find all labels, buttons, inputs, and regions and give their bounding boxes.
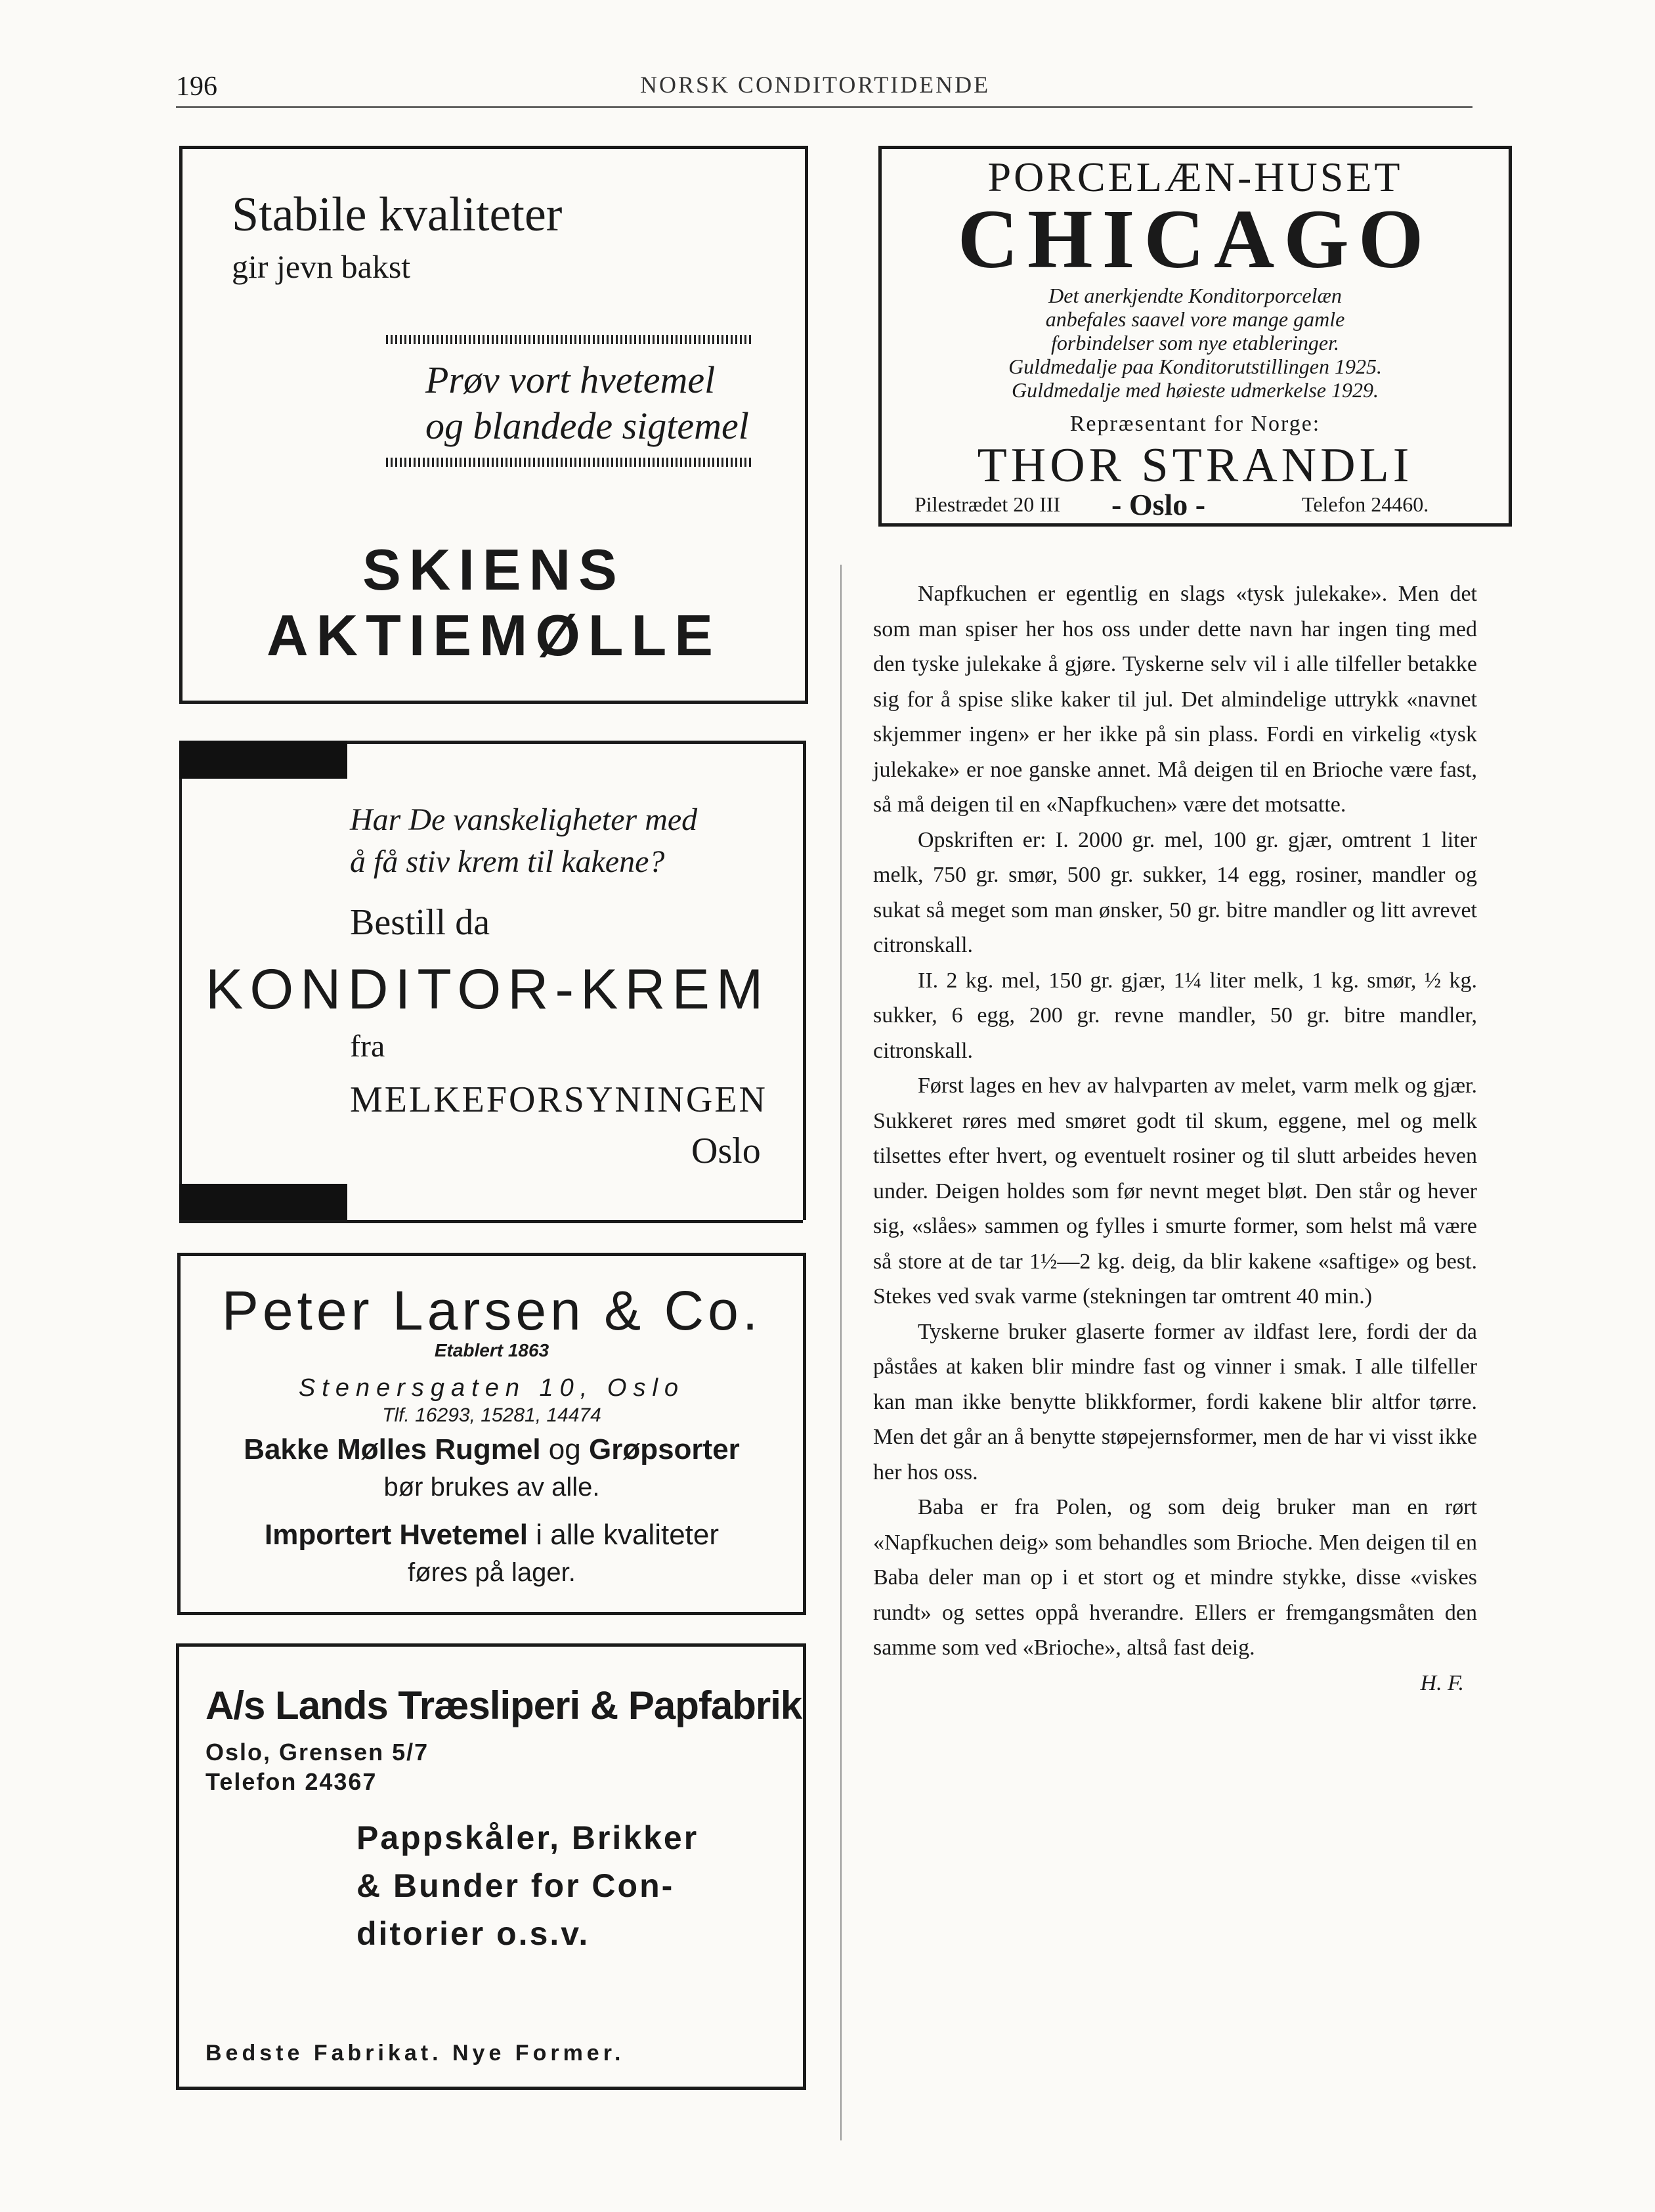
company-name-1: SKIENS — [362, 537, 625, 602]
article-paragraph: Napfkuchen er egentlig en slags «tysk julekake». Men det som man spiser her hos oss under dette navn har ingen ting med den tyske julekake å gjøre. Tyskerne selv vil i alle tilfeller betakke sig for å spise slike kaker til jul. Det almindelige uttrykk «navnet skjemmer ingen» er her ikke på sin plass. Fordi en virkelig «tysk julekake» er noe ganske annet. Må deigen til en Brioche være fast, så må deigen til en «Napfkuchen» være det motsatte. — [873, 582, 1477, 817]
bottom-rule — [179, 1220, 803, 1223]
footer: Bedste Fabrikat. Nye Former. — [205, 2041, 625, 2066]
rugmel-bold: Bakke Mølles Rugmel — [244, 1433, 541, 1465]
ad-lands-traesliperi — [176, 1643, 806, 2090]
divider — [386, 335, 754, 344]
left-rule — [179, 744, 182, 1220]
phone: Telefon 24367 — [205, 1768, 377, 1795]
brukes-line: bør brukes av alle. — [383, 1473, 600, 1502]
italic-line: anbefales saavel vore mange gamle — [1045, 307, 1345, 331]
ad-italic-text — [882, 284, 1509, 402]
decorative-bar — [179, 1184, 347, 1220]
lager-line: føres på lager. — [408, 1558, 576, 1587]
italic-line-1: Har De vanskeligheter med — [350, 802, 698, 837]
italic-line-2: og blandede sigtemel — [425, 404, 749, 447]
column-divider — [840, 565, 842, 2140]
rugmel-og: og — [548, 1433, 581, 1465]
supplier: MELKEFORSYNINGEN — [350, 1079, 767, 1120]
representative-label: Repræsentant for Norge: — [1069, 412, 1321, 436]
company-name-2: AKTIEMØLLE — [267, 603, 721, 668]
article-paragraph: Opskriften er: I. 2000 gr. mel, 100 gr. gjær, omtrent 1 liter melk, 750 gr. smør, 500 gr. sukker, 14 egg, rosiner, mandler og sukat så meget som man ønsker, 50 gr. bitre mandler og litt avrevet citronskall. — [873, 827, 1477, 957]
page-number: 196 — [176, 72, 217, 102]
hvetemel-bold: Importert Hvetemel — [264, 1519, 528, 1551]
journal-title: NORSK CONDITORTIDENDE — [640, 72, 991, 98]
italic-line-2: å få stiv krem til kakene? — [350, 844, 665, 879]
article-paragraph: Baba er fra Polen, og som deig bruker man en rørt «Napfkuchen deig» som behandles som Brioche. Men deigen til en Baba deler man op i et stort og et mindre stykke, disse «viskes rundt» og settes oppå hverandre. Ellers er fremgangsmåten den samme som ved «Brioche», altså fast deig. — [873, 1495, 1477, 1660]
address: Stenersgaten 10, Oslo — [298, 1374, 685, 1402]
company-name: Lands Træsliperi & Papfabrik — [275, 1683, 802, 1727]
ad-subline: gir jevn bakst — [232, 248, 411, 285]
italic-line-1: Prøv vort hvetemel — [425, 358, 716, 401]
decorative-bar — [179, 741, 347, 779]
order-line: Bestill da — [350, 902, 490, 943]
article-paragraph: Først lages en hev av halvparten av melet, varm melk og gjær. Sukkeret røres med smøret godt til skum, eggene, mel og melk tilsettes efter hvert, og eventuelt rosiner og til slutt arbeides heven under. Deigen holdes som før nevnt meget bløt. Den står og hever sig, «slåes» sammen og fylles i smurte former, som helst må være så store at de tar 1½—2 kg. deig, da blir kakene «saftige» og best. Stekes ved svak varme (stekningen tar omtrent 40 min.) — [873, 1073, 1477, 1309]
ad-big-title: CHICAGO — [957, 192, 1433, 286]
ad-headline: Stabile kvaliteter — [232, 188, 563, 242]
product-name: KONDITOR-KREM — [205, 958, 770, 1021]
company-prefix: A/s — [205, 1683, 265, 1727]
ad-skiens-aktiemolle — [179, 146, 808, 704]
city: Oslo — [691, 1131, 761, 1171]
article-paragraph: Tyskerne bruker glaserte former av ildfast lere, fordi der da påståes at kaken blir mindre fast og vinner i smak. I alle tilfeller kan man ikke benytte blikkformer, fordi kakene blir altfor tørre. Men det går an å benytte støpejernsformer, men de har vi visst ikke her hos oss. — [873, 1319, 1477, 1485]
italic-line: Det anerkjendte Konditorporcelæn — [1048, 284, 1342, 307]
company-line — [205, 1683, 802, 1728]
article-paragraph: II. 2 kg. mel, 150 gr. gjær, 1¼ liter melk, 1 kg. smør, ½ kg. sukker, 6 egg, 200 gr. revne mandler, 50 gr. bitre mandler, citronskall. — [873, 968, 1477, 1063]
city: - Oslo - — [1111, 488, 1206, 521]
divider — [386, 458, 754, 467]
header-rule — [176, 106, 1472, 108]
hvetemel-rest: i alle kvaliteter — [536, 1519, 720, 1551]
rugmel-line — [181, 1433, 803, 1466]
article-body — [873, 576, 1477, 1701]
ad-konditor-krem — [179, 741, 806, 1220]
phones: Tlf. 16293, 15281, 14474 — [382, 1404, 601, 1426]
ad-top-title: PORCELÆN-HUSET — [987, 154, 1403, 200]
phone: Telefon 24460. — [1302, 492, 1429, 516]
from-label: fra — [350, 1029, 385, 1064]
address: Oslo, Grensen 5/7 — [205, 1739, 429, 1766]
representative-name: THOR STRANDLI — [977, 439, 1413, 492]
rugmel-tail: Grøpsorter — [588, 1433, 740, 1465]
hvetemel-line — [181, 1519, 803, 1551]
company-name: Peter Larsen & Co. — [221, 1280, 762, 1341]
address: Pilestrædet 20 III — [914, 492, 1061, 516]
product-line-1: Pappskåler, Brikker — [356, 1819, 699, 1856]
product-line-2: & Bunder for Con- — [356, 1867, 675, 1904]
italic-line: Guldmedalje med høieste udmerkelse 1929. — [1012, 378, 1379, 402]
established: Etablert 1863 — [434, 1340, 549, 1360]
ad-peter-larsen — [177, 1253, 806, 1615]
italic-line: Guldmedalje paa Konditorutstillingen 1925. — [1008, 355, 1382, 378]
product-line-3: ditorier o.s.v. — [356, 1915, 590, 1952]
ad-chicago — [878, 146, 1512, 527]
article-signature: H. F. — [1420, 1670, 1464, 1695]
italic-line: forbindelser som nye etableringer. — [1050, 331, 1340, 355]
